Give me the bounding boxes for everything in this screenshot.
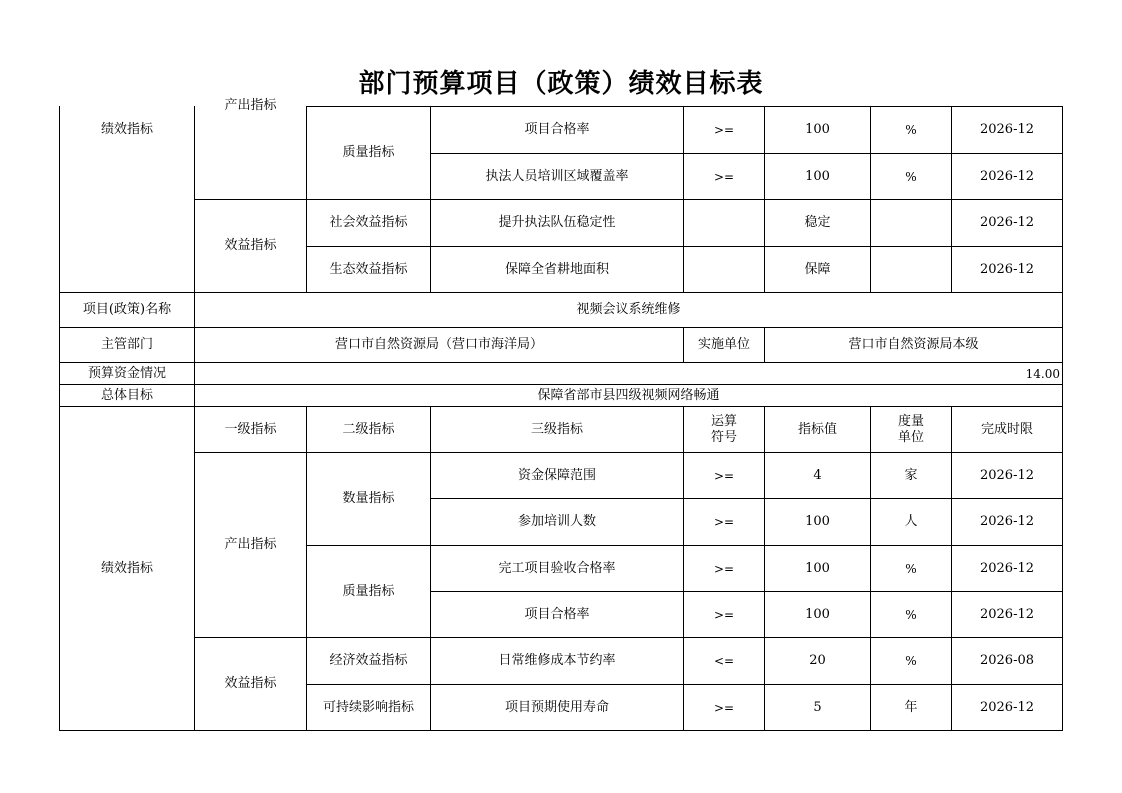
- value-cell: 5: [813, 699, 822, 715]
- goal-value: 保障省部市县四级视频网络畅通: [537, 387, 720, 403]
- header-unit-line2: 单位: [897, 429, 924, 445]
- deadline-cell: 2026-12: [979, 467, 1035, 483]
- level1-output: 产出指标: [224, 537, 277, 552]
- op-cell: >=: [713, 123, 735, 137]
- header-level3: 三级指标: [530, 421, 583, 437]
- level2-quality: 质量指标: [342, 583, 395, 599]
- op-cell: [684, 247, 764, 292]
- project-name-value: 视频会议系统维修: [576, 302, 681, 317]
- op-cell: >=: [713, 515, 735, 529]
- dept-value: 营口市自然资源局（营口市海洋局）: [334, 337, 543, 352]
- op-cell: >=: [713, 607, 735, 622]
- level2-cell: 生态效益指标: [329, 261, 408, 277]
- header-deadline: 完成时限: [980, 421, 1033, 437]
- header-op-line1: 运算: [710, 413, 737, 429]
- level2-quality-top: 质量指标: [342, 145, 395, 160]
- level3-cell: 保障全省耕地面积: [504, 261, 609, 277]
- project-name-label: 项目(政策)名称: [82, 302, 172, 317]
- op-cell: [684, 200, 764, 246]
- unit-cell: 人: [904, 514, 918, 529]
- clipped-output-label: 产出指标: [224, 98, 277, 113]
- unit-cell: %: [905, 654, 917, 668]
- value-cell: 100: [805, 122, 830, 137]
- level1-benefit-top: 效益指标: [224, 238, 277, 253]
- deadline-cell: 2026-08: [979, 653, 1035, 668]
- header-value: 指标值: [797, 421, 837, 437]
- level3-cell: 日常维修成本节约率: [498, 653, 616, 668]
- unit-cell: %: [905, 169, 917, 184]
- level2-cell: 可持续影响指标: [322, 699, 414, 715]
- level3-cell: 参加培训人数: [517, 514, 596, 529]
- impl-label: 实施单位: [697, 337, 750, 352]
- page-title: 部门预算项目（政策）绩效目标表: [358, 69, 764, 99]
- value-cell: 20: [809, 653, 826, 668]
- value-cell: 100: [805, 514, 830, 529]
- op-cell: <=: [713, 654, 735, 668]
- budget-label: 预算资金情况: [87, 365, 166, 381]
- level3-cell: 项目合格率: [524, 122, 590, 137]
- clipped-output-cell: [195, 98, 306, 118]
- deadline-cell: 2026-12: [979, 606, 1035, 622]
- op-cell: >=: [713, 700, 735, 715]
- goal-label: 总体目标: [100, 387, 153, 403]
- value-cell: 100: [805, 168, 830, 184]
- deadline-cell: 2026-12: [979, 168, 1035, 184]
- op-cell: >=: [713, 561, 735, 576]
- deadline-cell: 2026-12: [979, 215, 1035, 230]
- level1-benefit: 效益指标: [224, 676, 277, 691]
- grid-line: [59, 730, 1063, 731]
- unit-cell: 家: [904, 467, 918, 483]
- level3-cell: 执法人员培训区域覆盖率: [485, 168, 629, 184]
- level2-cell: 经济效益指标: [329, 653, 408, 668]
- level3-cell: 项目合格率: [524, 606, 590, 622]
- unit-cell: %: [905, 607, 917, 622]
- value-cell: 4: [813, 467, 822, 483]
- level3-cell: 项目预期使用寿命: [504, 699, 609, 715]
- header-unit: [871, 407, 951, 452]
- budget-value: 14.00: [1025, 366, 1060, 381]
- level3-cell: 提升执法队伍稳定性: [498, 215, 616, 230]
- value-cell: 100: [805, 606, 830, 622]
- perf-indicator-label: 绩效指标: [100, 560, 153, 576]
- unit-cell: [871, 200, 951, 246]
- perf-indicator-label-top: 绩效指标: [100, 122, 153, 137]
- value-cell: 保障: [804, 261, 831, 277]
- deadline-cell: 2026-12: [979, 699, 1035, 715]
- header-op-line2: 符号: [710, 429, 737, 445]
- level3-cell: 资金保障范围: [517, 467, 596, 483]
- op-cell: >=: [713, 169, 735, 184]
- op-cell: >=: [713, 468, 735, 483]
- impl-value: 营口市自然资源局本级: [848, 337, 979, 352]
- dept-label: 主管部门: [100, 337, 153, 352]
- value-cell: 稳定: [804, 215, 831, 230]
- unit-cell: %: [905, 123, 917, 137]
- unit-cell: 年: [904, 699, 918, 715]
- value-cell: 100: [805, 560, 830, 576]
- deadline-cell: 2026-12: [979, 560, 1035, 576]
- header-op: [684, 407, 764, 452]
- level2-quantity: 数量指标: [342, 491, 395, 506]
- unit-cell: [871, 247, 951, 292]
- level2-cell: 社会效益指标: [329, 215, 408, 230]
- deadline-cell: 2026-12: [979, 514, 1035, 529]
- unit-cell: %: [905, 561, 917, 576]
- header-unit-line1: 度量: [897, 413, 924, 429]
- header-level1: 一级指标: [224, 421, 277, 437]
- deadline-cell: 2026-12: [979, 122, 1035, 137]
- header-level2: 二级指标: [342, 421, 395, 437]
- deadline-cell: 2026-12: [979, 261, 1035, 277]
- level3-cell: 完工项目验收合格率: [498, 560, 616, 576]
